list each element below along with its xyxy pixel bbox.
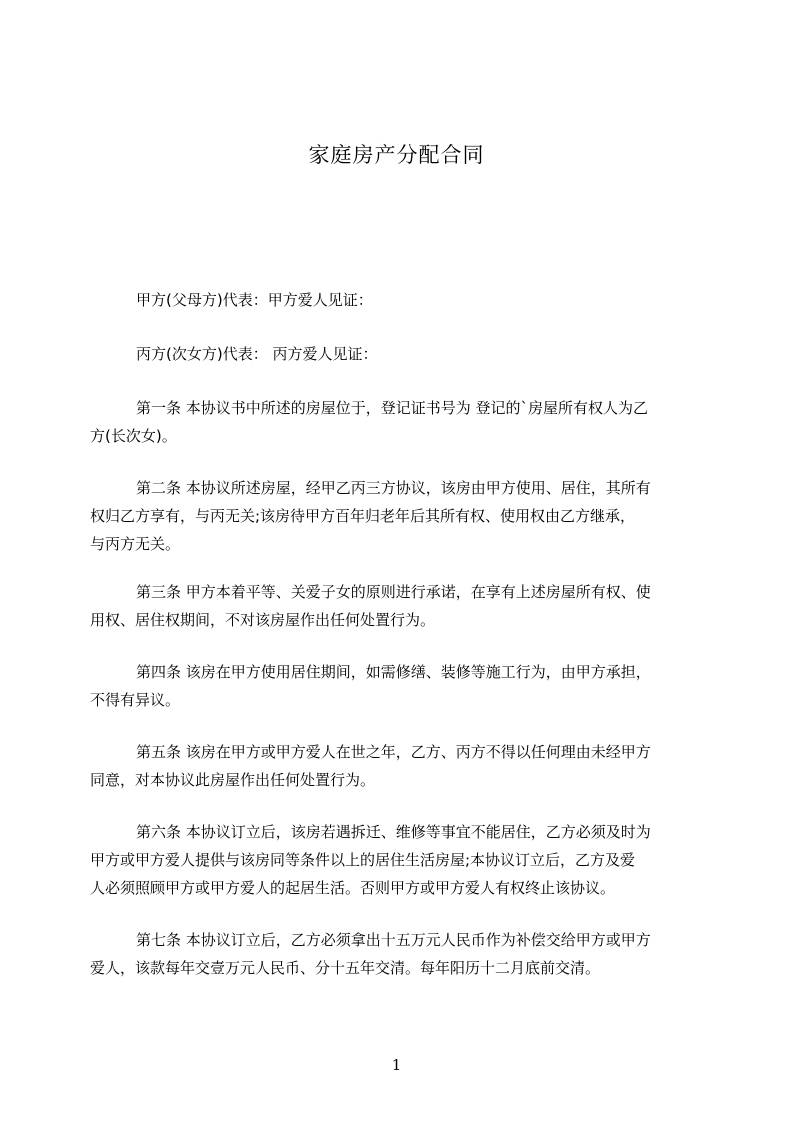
article-2-line-2: 权归乙方享有，与丙无关;该房待甲方百年归老年后其所有权、使用权由乙方继承， — [90, 507, 636, 525]
article-6-line-1: 第六条 本协议订立后，该房若遇拆迁、维修等事宜不能居住，乙方必须及时为 — [136, 823, 651, 841]
article-6-line-3: 人必须照顾甲方或甲方爱人的起居生活。否则甲方或甲方爱人有权终止该协议。 — [90, 879, 616, 897]
article-3-line-1: 第三条 甲方本着平等、关爱子女的原则进行承诺，在享有上述房屋所有权、使 — [136, 583, 651, 601]
document-title: 家庭房产分配合同 — [308, 143, 485, 167]
article-7-line-2: 爱人，该款每年交壹万元人民币、分十五年交清。每年阳历十二月底前交清。 — [90, 959, 601, 977]
article-6 — [90, 818, 702, 902]
article-2 — [90, 474, 702, 558]
article-1 — [90, 394, 702, 450]
article-4-line-1: 第四条 该房在甲方使用居住期间，如需修缮、装修等施工行为，由甲方承担， — [136, 663, 651, 681]
article-5 — [90, 738, 702, 794]
article-3 — [90, 578, 702, 634]
article-1-line-2: 方(长次女)。 — [90, 427, 177, 445]
party-a-line: 甲方(父母方)代表：甲方爱人见证： — [136, 291, 373, 309]
article-3-line-2: 用权、居住权期间，不对该房屋作出任何处置行为。 — [90, 611, 436, 629]
article-4 — [90, 658, 702, 714]
page-number: 1 — [391, 1056, 402, 1074]
article-2-line-1: 第二条 本协议所述房屋，经甲乙丙三方协议，该房由甲方使用、居住，其所有 — [136, 479, 651, 497]
article-5-line-1: 第五条 该房在甲方或甲方爱人在世之年，乙方、丙方不得以任何理由未经甲方 — [136, 743, 651, 761]
party-c-line: 丙方(次女方)代表： 丙方爱人见证： — [136, 345, 378, 363]
article-7 — [90, 926, 702, 982]
article-1-line-1: 第一条 本协议书中所述的房屋位于，登记证书号为 登记的`房屋所有权人为乙 — [136, 399, 649, 417]
article-2-line-3: 与丙方无关。 — [90, 535, 181, 553]
article-7-line-1: 第七条 本协议订立后，乙方必须拿出十五万元人民币作为补偿交给甲方或甲方 — [136, 931, 651, 949]
article-4-line-2: 不得有异议。 — [90, 691, 181, 709]
article-6-line-2: 甲方或甲方爱人提供与该房同等条件以上的居住生活房屋;本协议订立后，乙方及爱 — [90, 851, 636, 869]
article-5-line-2: 同意，对本协议此房屋作出任何处置行为。 — [90, 771, 376, 789]
